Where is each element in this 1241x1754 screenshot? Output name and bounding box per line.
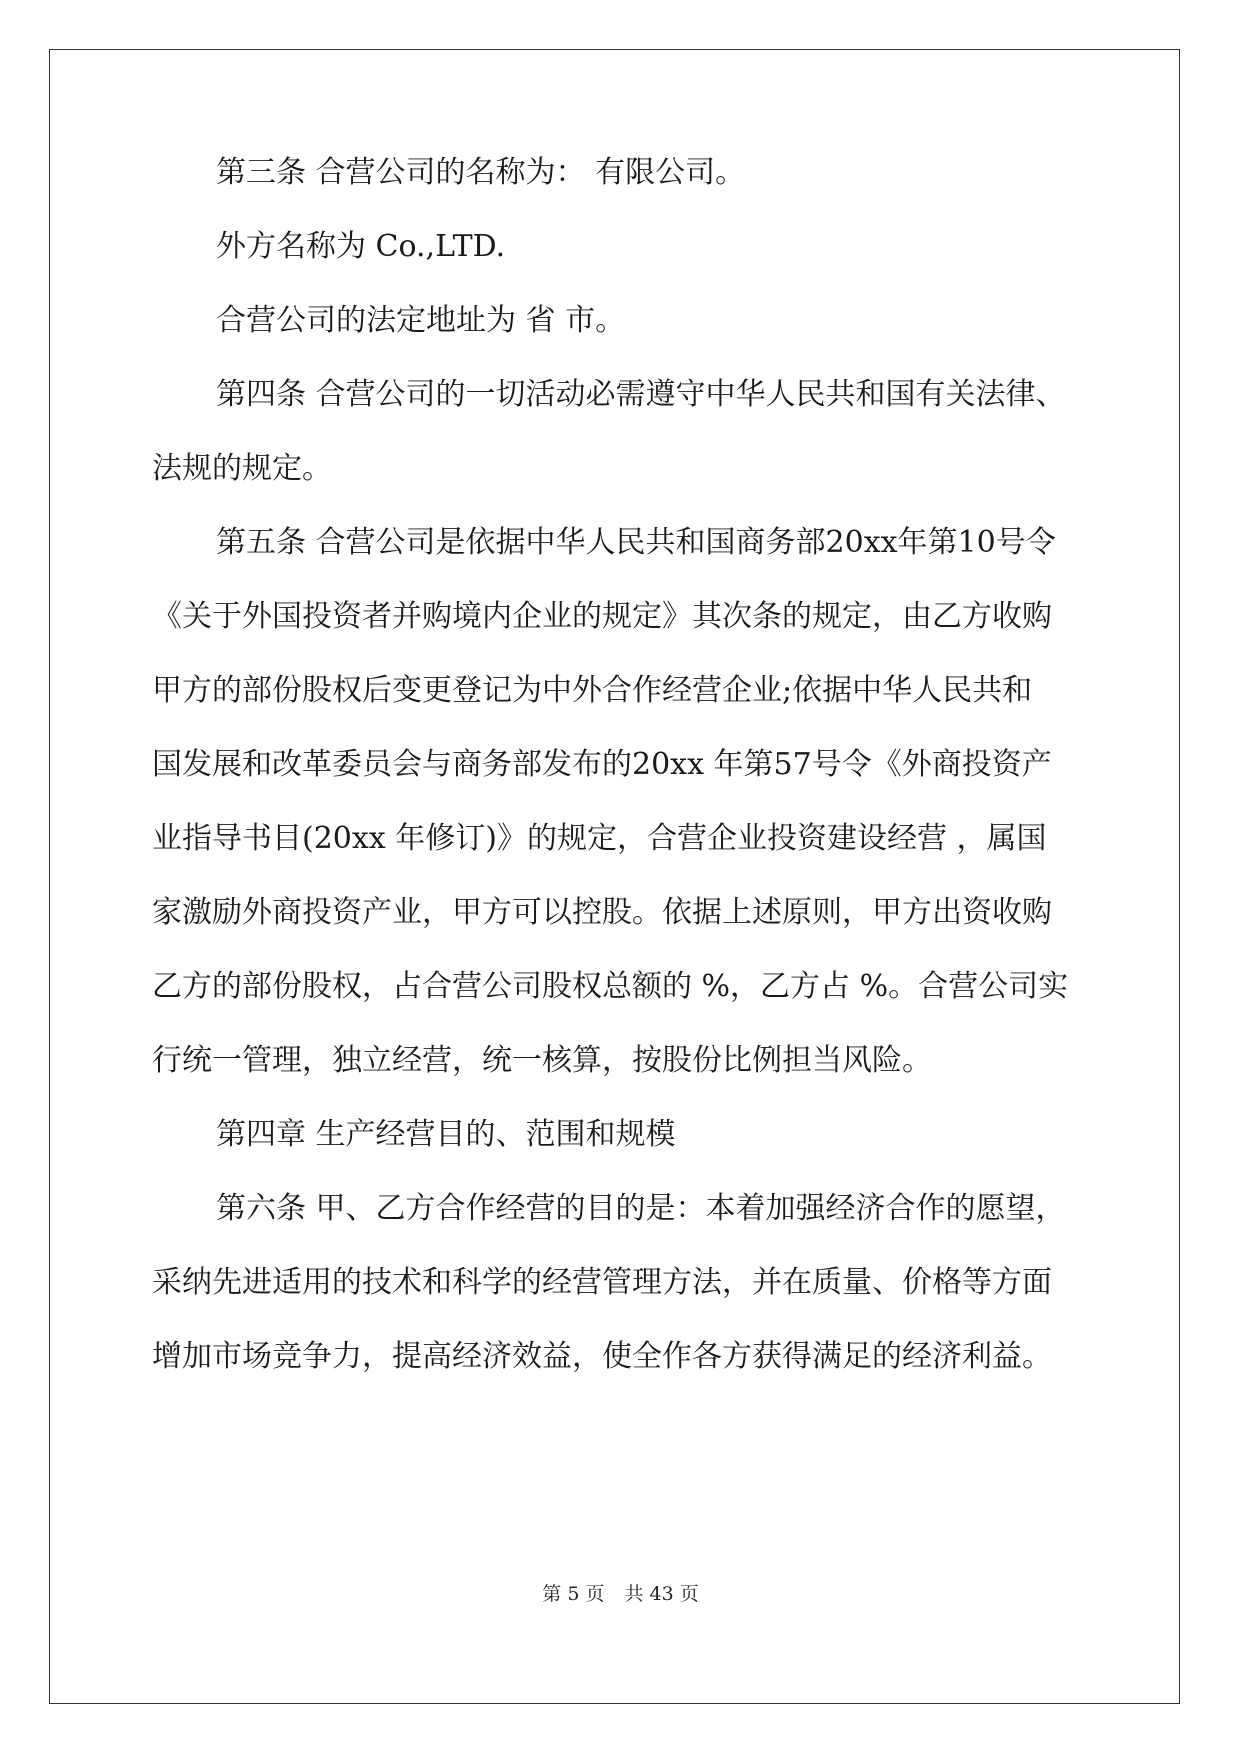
paragraph-line: 第六条 甲、乙方合作经营的目的是：本着加强经济合作的愿望， (216, 1191, 1066, 1226)
paragraph-line: 乙方的部份股权，占合营公司股权总额的 %，乙方占 %。合营公司实 (152, 969, 1069, 1004)
paragraph-line: 第五条 合营公司是依据中华人民共和国商务部20xx年第10号令 (216, 525, 1056, 560)
page-border (49, 49, 1180, 1704)
chapter-heading: 第四章 生产经营目的、范围和规模 (216, 1117, 676, 1152)
paragraph-line: 行统一管理，独立经营，统一核算，按股份比例担当风险。 (152, 1043, 932, 1078)
paragraph-line: 第四条 合营公司的一切活动必需遵守中华人民共和国有关法律、 (216, 377, 1066, 412)
paragraph-line: 业指导书目(20xx 年修订)》的规定，合营企业投资建设经营 ，属国 (152, 821, 1047, 856)
paragraph-line: 第三条 合营公司的名称为： 有限公司。 (216, 155, 746, 190)
paragraph-line: 法规的规定。 (152, 451, 332, 486)
paragraph-line: 外方名称为 Co.,LTD. (216, 229, 506, 264)
paragraph-line: 增加市场竞争力，提高经济效益，使全作各方获得满足的经济利益。 (152, 1339, 1052, 1374)
paragraph-line: 采纳先进适用的技术和科学的经营管理方法，并在质量、价格等方面 (152, 1265, 1052, 1300)
paragraph-line: 甲方的部份股权后变更登记为中外合作经营企业;依据中华人民共和 (152, 673, 1033, 708)
paragraph-line: 合营公司的法定地址为 省 市。 (216, 303, 626, 338)
page-total: 共 43 页 (624, 1583, 699, 1605)
paragraph-line: 家激励外商投资产业，甲方可以控股。依据上述原则，甲方出资收购 (152, 895, 1052, 930)
page-number: 第 5 页 (542, 1583, 605, 1605)
page-footer (0, 1582, 1241, 1606)
paragraph-line: 《关于外国投资者并购境内企业的规定》其次条的规定，由乙方收购 (152, 599, 1052, 634)
paragraph-line: 国发展和改革委员会与商务部发布的20xx 年第57号令《外商投资产 (152, 747, 1052, 782)
